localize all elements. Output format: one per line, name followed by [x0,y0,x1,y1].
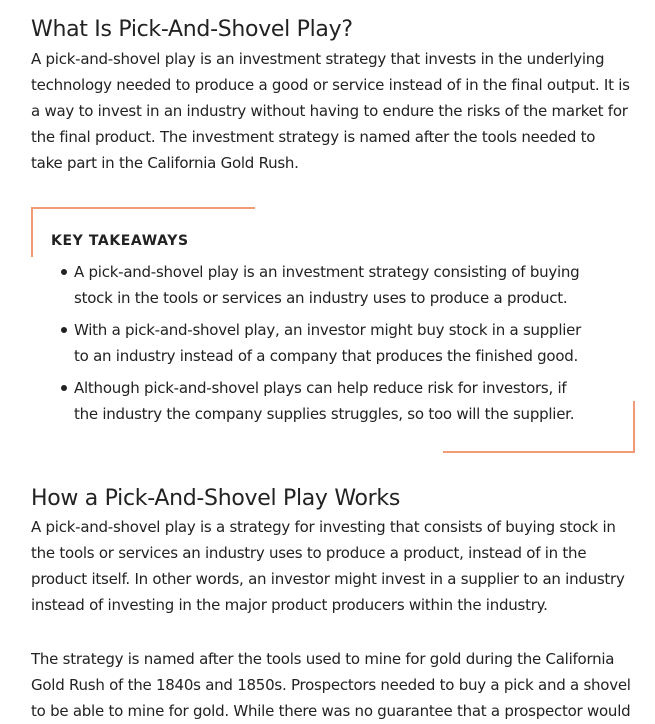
section-title-what-is: What Is Pick-And-Shovel Play? [31,17,353,42]
accent-border-bottom-right-horizontal [443,451,635,453]
intro-paragraph: A pick-and-shovel play is an investment strategy that invests in the underlying technology needed to produce a good or service instead of in the final output. It is a way to invest in an industry without having to endure the risks of the market for the final product. The investment strategy is named after the tools needed to take part in the California Gold Rush. [31,50,630,172]
takeaway-item: A pick-and-shovel play is an investment strategy consisting of buying stock in the tools or services an industry uses to produce a product. [74,259,594,311]
takeaway-item: With a pick-and-shovel play, an investor might buy stock in a supplier to an industry instead of a company that produces the finished good. [74,317,594,369]
accent-border-top-left-vertical [31,207,33,257]
accent-border-bottom-right-vertical [633,401,635,453]
key-takeaways-list [74,259,594,433]
section-title-how-it-works: How a Pick-And-Shovel Play Works [31,486,401,511]
how-it-works-paragraph-2: The strategy is named after the tools used to mine for gold during the California Gold Rush of the 1840s and 1850s. Prospectors needed to buy a pick and a shovel to be able to mine for gold. While there was no guarantee that a prospector would [31,650,631,720]
how-it-works-paragraph-1: A pick-and-shovel play is a strategy for investing that consists of buying stock in the tools or services an industry uses to produce a product, instead of in the product itself. In other words, an investor might invest in a supplier to an industry instead of investing in the major product producers within the industry. [31,518,625,614]
takeaway-item: Although pick-and-shovel plays can help reduce risk for investors, if the industry the company supplies struggles, so too will the supplier. [74,375,594,427]
key-takeaways-box [31,207,635,453]
key-takeaways-heading: KEY TAKEAWAYS [51,233,189,249]
accent-border-top-left-horizontal [31,207,255,209]
